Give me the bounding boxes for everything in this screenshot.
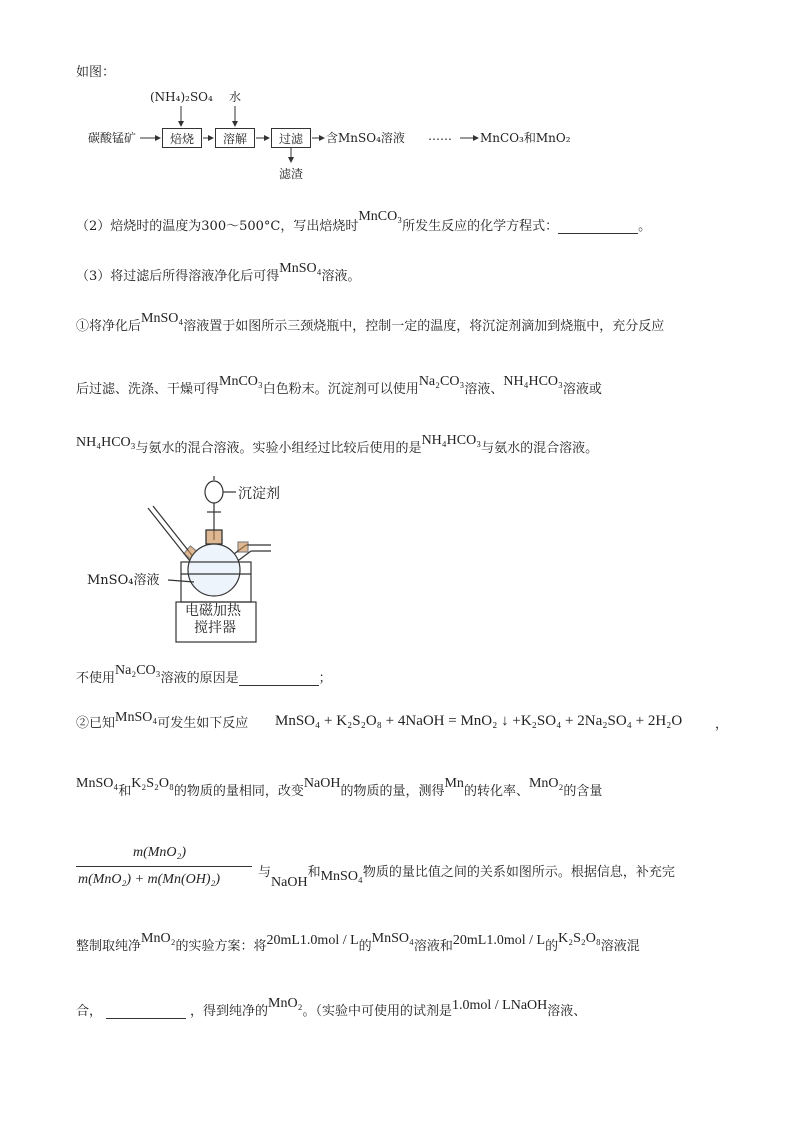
- p2-text-i: 与: [258, 865, 272, 880]
- p2-formula-13: K₂S₂O₈: [558, 931, 601, 946]
- p2-formula-15: 1.0mol / LNaOH: [452, 998, 548, 1013]
- reason-text: 不使用: [76, 671, 116, 686]
- p2-formula-5: Mn: [444, 776, 464, 791]
- p2-formula-1: MnSO₄: [115, 710, 158, 725]
- p1-formula-3: Na₂CO₃: [418, 374, 465, 389]
- p2-formula-11: MnSO₄: [371, 931, 414, 946]
- p2-formula-14: MnO₂: [268, 996, 303, 1011]
- p2-text-t: 。（实验中可使用的试剂是: [302, 1004, 452, 1019]
- three-neck-flask-drawing: [86, 470, 386, 650]
- p2-line-2: [76, 776, 603, 799]
- q2-formula: MnCO₃: [358, 209, 403, 224]
- q3-text-2: 溶液。: [321, 269, 361, 284]
- p1-text-i: 与氨水的混合溶液。: [481, 441, 599, 456]
- fraction-bar: [76, 866, 252, 867]
- p2-formula-7: NaOH: [271, 875, 308, 890]
- p1-line-2: [76, 374, 602, 397]
- q3-text: （3）将过滤后所得溶液净化后可得: [76, 269, 280, 284]
- p1-text-a: ①将净化后: [76, 319, 142, 334]
- reagent-water: 水: [229, 90, 242, 104]
- fraction-denominator: m(MnO₂) + m(Mn(OH)₂): [78, 872, 221, 887]
- p2-text-q: 溶液混: [600, 939, 640, 954]
- p1-line-3: [76, 433, 599, 456]
- p1-text-d: 白色粉末。沉淀剂可以使用: [262, 382, 419, 397]
- flow-step-dissolve: 溶解: [215, 128, 255, 148]
- reason-text-2: 溶液的原因是: [160, 671, 239, 686]
- p1-formula-5: NH₄HCO₃: [76, 435, 136, 450]
- p2-text-o: 溶液和: [413, 939, 453, 954]
- q3-line: [76, 261, 361, 284]
- q3-formula: MnSO₄: [279, 261, 322, 276]
- p1-formula-1: MnSO₄: [141, 311, 184, 326]
- p2-text-s: ，得到纯净的: [190, 1004, 269, 1019]
- p2-text-j: 和: [307, 865, 321, 880]
- fraction-numerator: m(MnO₂): [133, 845, 187, 860]
- flow-filtrate: 含MnSO₄溶液: [326, 131, 405, 145]
- p2-text-h: 的含量: [563, 784, 603, 799]
- label-heater-1: 电磁加热: [185, 603, 241, 619]
- q2-end: 。: [638, 219, 652, 234]
- label-mnso4-solution: MnSO₄溶液: [87, 573, 160, 588]
- reagent-ammonium-sulfate: (NH₄)₂SO₄: [150, 90, 213, 104]
- p2-formula-9: MnO₂: [141, 931, 176, 946]
- reason-formula: Na₂CO₃: [115, 663, 161, 678]
- p2-text-g: 的转化率、: [463, 784, 529, 799]
- answer-blank[interactable]: [558, 233, 638, 234]
- flow-dots: ……: [428, 129, 452, 143]
- p2-line-3: [258, 865, 675, 890]
- p2-text-e: 的物质的量，测得: [340, 784, 445, 799]
- p1-text-e: 溶液、: [464, 382, 504, 397]
- equation-end: ，: [715, 717, 729, 732]
- reaction-equation: MnSO₄ + K₂S₂O₈ + 4NaOH = MnO₂ ↓ +K₂SO₄ + 2Na₂SO₄ + 2H₂O: [275, 713, 683, 729]
- flow-step-roast: 焙烧: [162, 128, 202, 148]
- label-precipitant: 沉淀剂: [238, 486, 280, 502]
- p1-formula-2: MnCO₃: [219, 374, 263, 389]
- p2-line-4: [76, 931, 640, 954]
- answer-blank[interactable]: [106, 1018, 186, 1019]
- p1-line-1: [76, 311, 665, 334]
- p2-formula-2: MnSO₄: [76, 776, 119, 791]
- p2-text-d: 的物质的量相同，改变: [173, 784, 304, 799]
- p1-formula-6: NH₄HCO₃: [421, 433, 482, 448]
- p2-formula-4: NaOH: [303, 776, 341, 791]
- p2-text-p: 的: [545, 939, 559, 954]
- reason-end: ；: [318, 671, 332, 686]
- p2-formula-12: 20mL1.0mol / L: [452, 933, 546, 948]
- flow-start: 碳酸锰矿: [88, 131, 137, 145]
- p2-formula-6: MnO₂: [528, 776, 564, 791]
- answer-blank[interactable]: [239, 685, 319, 686]
- p2-formula-3: K₂S₂O₈: [131, 776, 174, 791]
- p2-text-r: 合，: [76, 1004, 103, 1019]
- q2-text: （2）焙烧时的温度为300～500°C，写出焙烧时: [76, 219, 359, 234]
- p2-line-5: [76, 996, 587, 1019]
- q2-line: [76, 209, 652, 234]
- p2-text-n: 的: [358, 939, 372, 954]
- p1-text-b: 溶液置于如图所示三颈烧瓶中，控制一定的温度，将沉淀剂滴加到烧瓶中，充分反应: [183, 319, 665, 334]
- p2-text-a: ②已知: [76, 716, 116, 731]
- p1-text-c: 后过滤、洗涤、干燥可得: [76, 382, 220, 397]
- reason-line: [76, 663, 332, 686]
- flow-residue: 滤渣: [279, 167, 304, 181]
- p2-text-b: 可发生如下反应: [157, 716, 249, 731]
- p2-formula-10: 20mL1.0mol / L: [266, 933, 359, 948]
- flow-product: MnCO₃和MnO₂: [480, 131, 571, 145]
- p1-text-h: 与氨水的混合溶液。实验小组经过比较后使用的是: [135, 441, 422, 456]
- p1-text-g: 溶液或: [562, 382, 602, 397]
- p2-text-k: 物质的量比值之间的关系如图所示。根据信息，补充完: [362, 865, 675, 880]
- p2-text-m: 的实验方案：将: [175, 939, 267, 954]
- p2-line-1: [76, 710, 249, 731]
- q2-text-2: 所发生反应的化学方程式：: [402, 219, 559, 234]
- p2-text-l: 整制取纯净: [76, 939, 142, 954]
- label-heater-2: 搅拌器: [194, 620, 236, 636]
- p2-text-c: 和: [118, 784, 132, 799]
- p2-formula-8: MnSO₄: [320, 869, 363, 884]
- p2-text-u: 溶液、: [547, 1004, 587, 1019]
- intro-text: 如图：: [76, 65, 116, 80]
- flow-step-filter: 过滤: [271, 128, 311, 148]
- flow-arrows: [0, 0, 800, 200]
- p1-formula-4: NH₄HCO₃: [503, 374, 563, 389]
